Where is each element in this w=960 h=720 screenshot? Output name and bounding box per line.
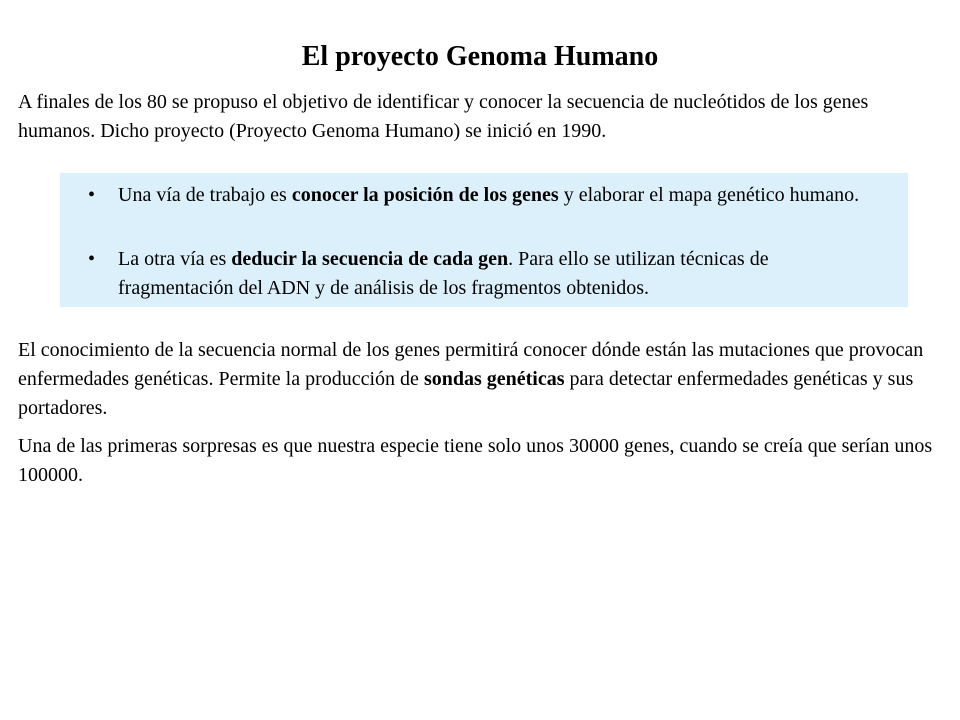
bullet-text: La otra vía es — [118, 248, 232, 270]
page-title: El proyecto Genoma Humano — [301, 41, 659, 72]
bullet-bold-text: deducir la secuencia de cada gen — [231, 248, 509, 270]
paragraph-bold-text: sondas genéticas — [423, 368, 565, 390]
intro-paragraph: A finales de los 80 se propuso el objetivo de identificar y conocer la secuencia de nucleótidos de los genes humanos. Dicho proyecto (Proyecto Genoma Humano) se inició en 1990. — [18, 91, 869, 142]
bullet-item — [88, 181, 878, 210]
highlight-box — [60, 173, 908, 307]
genetic-probes-paragraph — [18, 336, 940, 423]
bullet-text: . Para ello se utilizan técnicas de fragmentación del ADN y de análisis de los fragmentos obtenidos. — [118, 248, 769, 299]
bullet-item — [88, 245, 878, 303]
surprise-paragraph: Una de las primeras sorpresas es que nuestra especie tiene solo unos 30000 genes, cuando se creía que serían unos 100000. — [18, 435, 933, 486]
paragraph-text: El conocimiento de la secuencia normal de los genes permitirá conocer dónde están las mutaciones que provocan enfermedades genéticas. Permite la producción de — [18, 339, 924, 390]
bullet-text: y elaborar el mapa genético humano. — [558, 184, 860, 206]
bullet-icon: • — [88, 248, 96, 270]
bullet-bold-text: conocer la posición de los genes — [291, 184, 559, 206]
paragraph-text: para detectar enfermedades genéticas y sus portadores. — [18, 368, 914, 419]
bullet-icon: • — [88, 184, 96, 206]
bullet-text: Una vía de trabajo es — [118, 184, 292, 206]
